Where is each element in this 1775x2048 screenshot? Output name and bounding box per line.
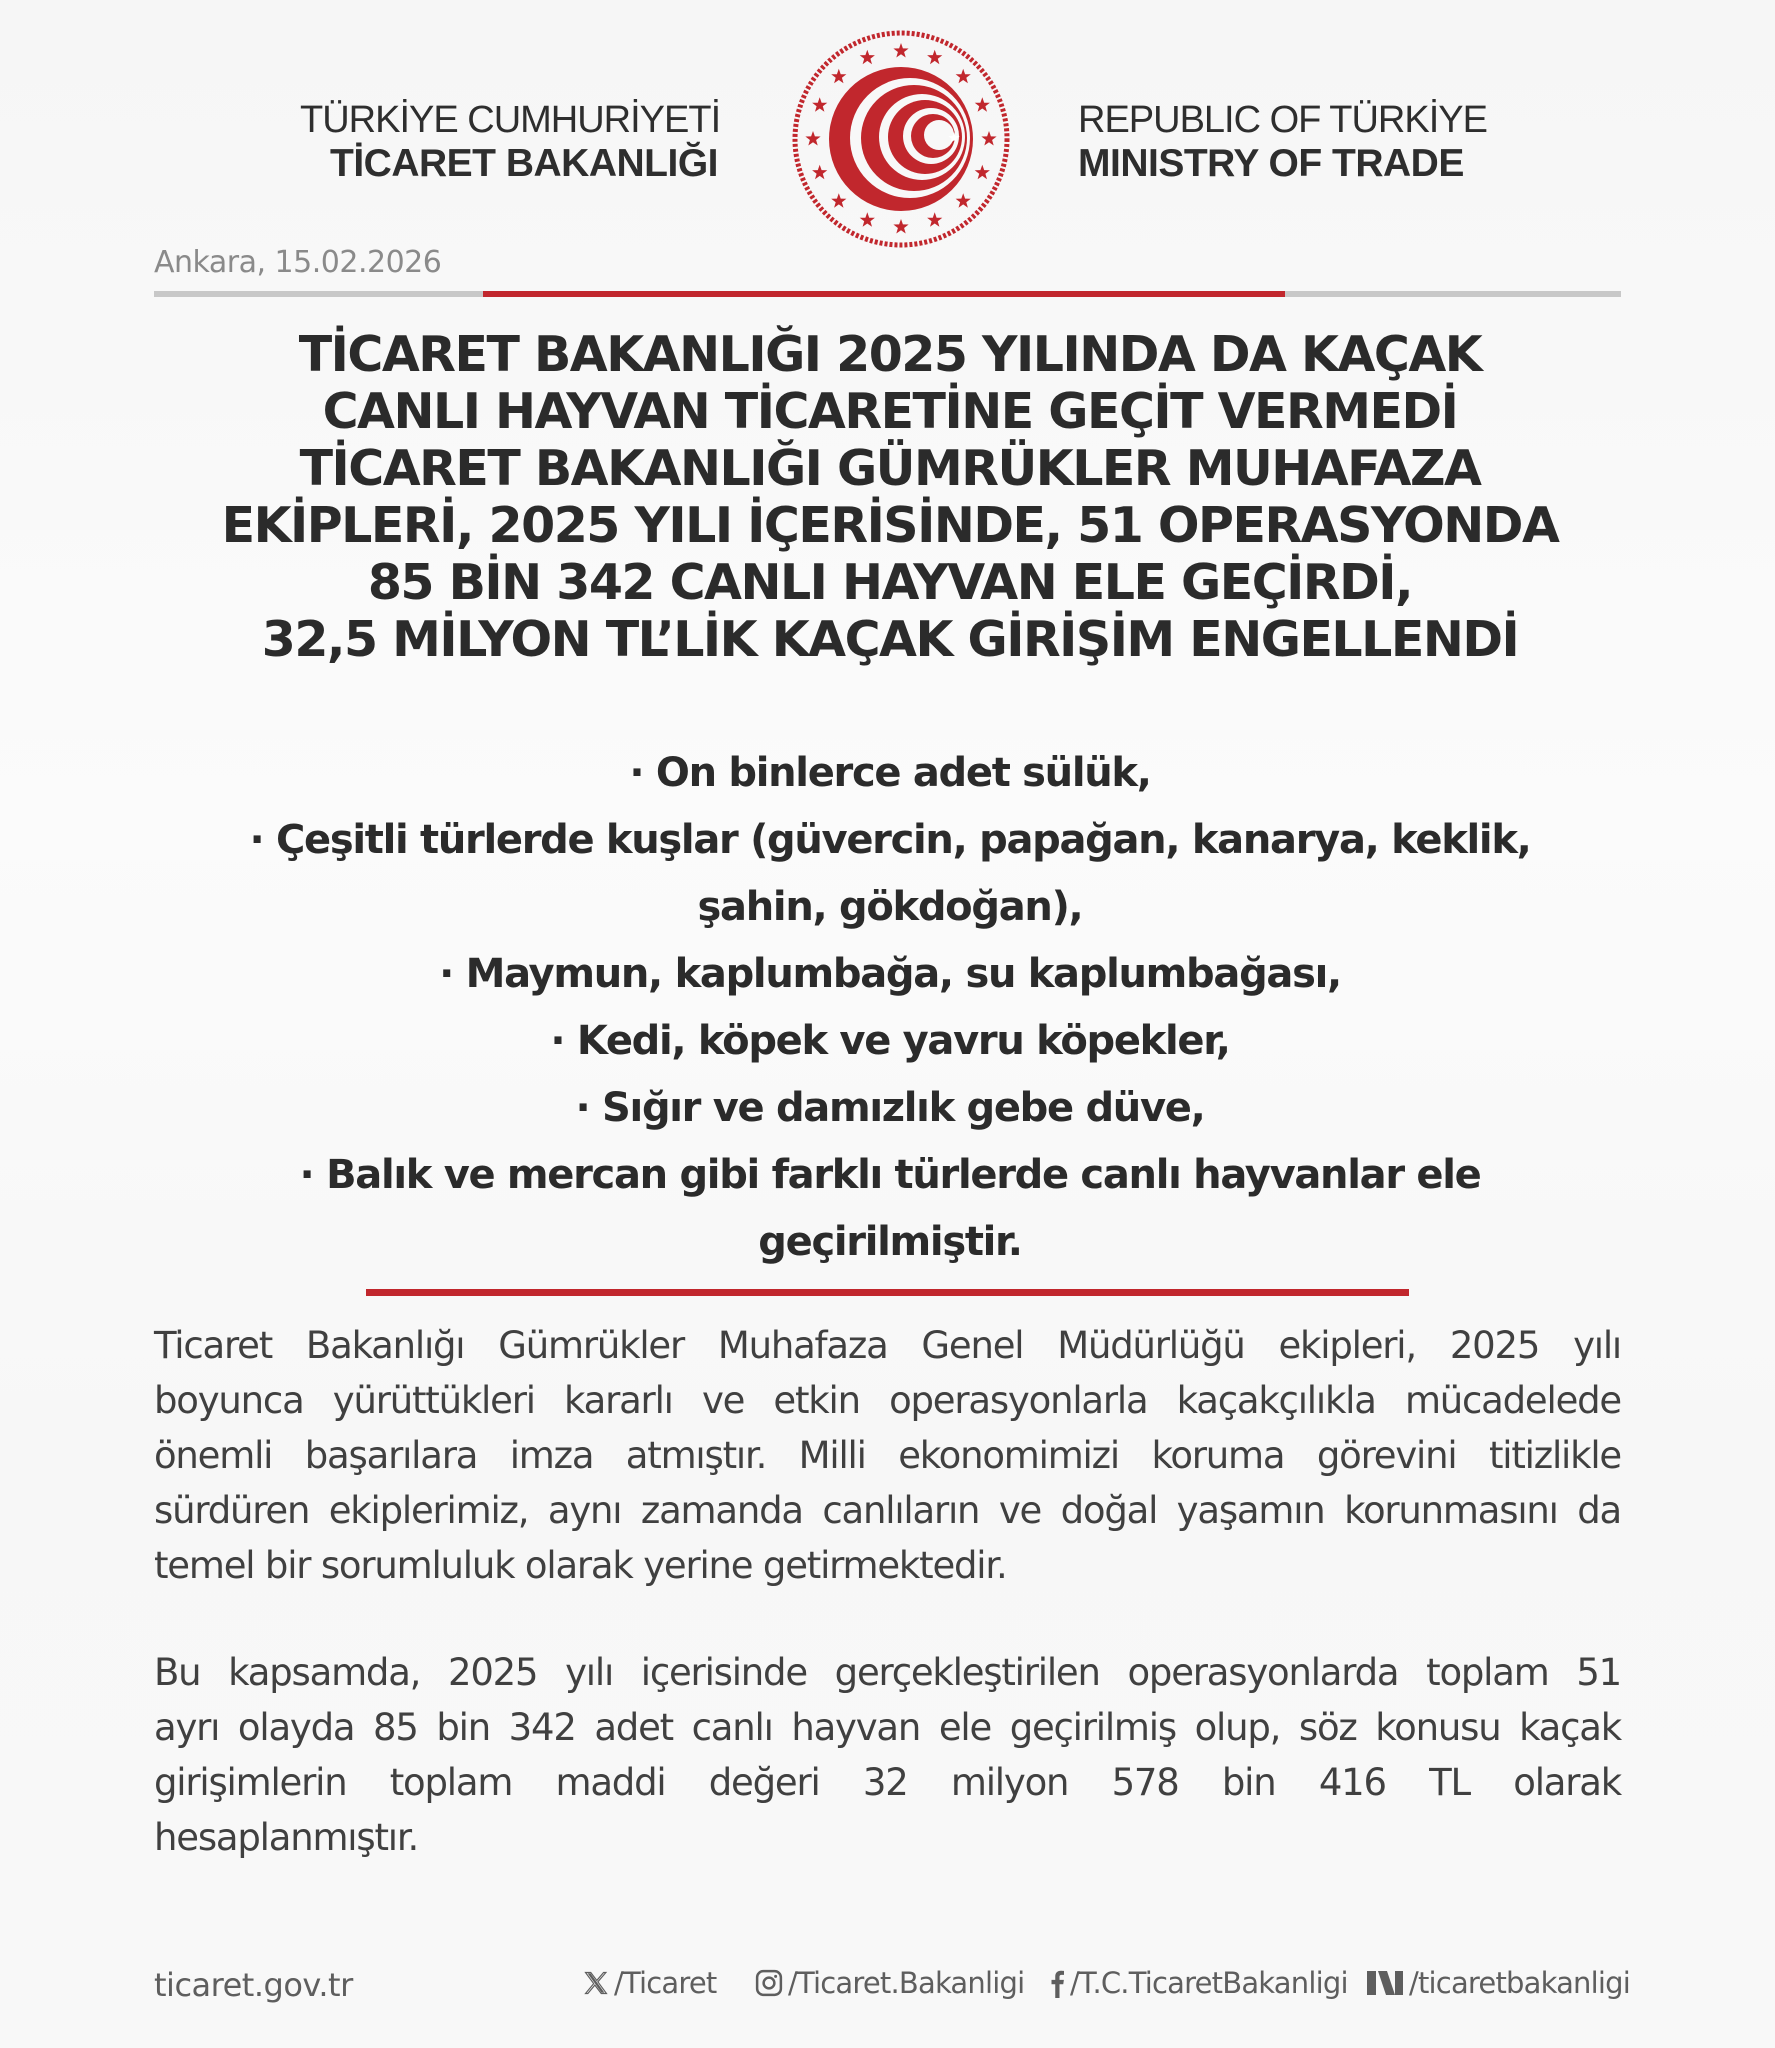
body-line: Bu kapsamda, 2025 yılı içerisinde gerçekleştirilen operasyonlarda toplam 51: [154, 1651, 1621, 1694]
social-handle: /T.C.TicaretBakanligi: [1070, 1966, 1348, 2000]
seized-animals-list: [140, 740, 1640, 1276]
instagram-icon: [754, 1968, 784, 1998]
social-instagram-link[interactable]: [754, 1966, 1024, 2000]
website-link[interactable]: ticaret.gov.tr: [154, 1966, 353, 2004]
social-handle: /ticaretbakanligi: [1409, 1966, 1631, 2000]
title-line: 32,5 MİLYON TL’LİK KAÇAK GİRİŞİM ENGELLENDİ: [261, 611, 1519, 668]
title-line: TİCARET BAKANLIĞI GÜMRÜKLER MUHAFAZA: [299, 440, 1481, 497]
press-release-title: [140, 326, 1640, 668]
ministry-emblem-logo: [790, 28, 1012, 250]
social-handle: /Ticaret: [614, 1966, 717, 2000]
list-item-continuation: geçirilmiştir.: [758, 1219, 1022, 1265]
title-line: EKİPLERİ, 2025 YILI İÇERİSİNDE, 51 OPERASYONDA: [221, 497, 1559, 554]
list-item: · Sığır ve damızlık gebe düve,: [575, 1085, 1205, 1131]
section-divider: [366, 1289, 1409, 1296]
list-item: · Kedi, köpek ve yavru köpekler,: [550, 1018, 1230, 1064]
facebook-icon: [1048, 1968, 1066, 1998]
title-line: TİCARET BAKANLIĞI 2025 YILINDA DA KAÇAK: [298, 326, 1482, 383]
header-republic-tr: TÜRKİYE CUMHURİYETİ: [300, 99, 721, 141]
body-line: temel bir sorumluluk olarak yerine getirmektedir.: [154, 1544, 1007, 1587]
top-divider-accent: [483, 291, 1285, 297]
x-icon: [582, 1969, 610, 1997]
list-item-continuation: şahin, gökdoğan),: [697, 884, 1083, 930]
body-line: girişimlerin toplam maddi değeri 32 milyon 578 bin 416 TL olarak: [154, 1761, 1621, 1804]
body-line: ayrı olayda 85 bin 342 adet canlı hayvan ele geçirilmiş olup, söz konusu kaçak: [154, 1706, 1621, 1749]
body-paragraph-1: [154, 1318, 1621, 1593]
body-line: Ticaret Bakanlığı Gümrükler Muhafaza Genel Müdürlüğü ekipleri, 2025 yılı: [154, 1324, 1621, 1367]
body-line: önemli başarılara imza atmıştır. Milli ekonomimizi koruma görevini titizlikle: [154, 1434, 1621, 1477]
header-ministry-tr: TİCARET BAKANLIĞI: [330, 142, 718, 185]
social-facebook-link[interactable]: [1048, 1966, 1348, 2000]
social-handle: /Ticaret.Bakanligi: [788, 1966, 1025, 2000]
header-republic-en: REPUBLIC OF TÜRKİYE: [1078, 99, 1487, 141]
list-item: · Balık ve mercan gibi farklı türlerde canlı hayvanlar ele: [299, 1152, 1481, 1198]
list-item: · Çeşitli türlerde kuşlar (güvercin, papağan, kanarya, keklik,: [249, 817, 1531, 863]
title-line: 85 BİN 342 CANLI HAYVAN ELE GEÇİRDİ,: [367, 554, 1413, 611]
body-line: hesaplanmıştır.: [154, 1816, 419, 1859]
emblem-icon: [790, 28, 1012, 250]
dateline: Ankara, 15.02.2026: [154, 245, 442, 280]
social-x-link[interactable]: [582, 1966, 716, 2000]
header-left-turkish: [300, 98, 721, 186]
title-line: CANLI HAYVAN TİCARETİNE GEÇİT VERMEDİ: [322, 383, 1458, 440]
body-line: boyunca yürüttükleri kararlı ve etkin operasyonlarla kaçakçılıkla mücadelede: [154, 1379, 1621, 1422]
body-paragraph-2: [154, 1645, 1621, 1865]
list-item: · Maymun, kaplumbağa, su kaplumbağası,: [439, 951, 1341, 997]
nsosyal-icon: [1367, 1969, 1405, 1997]
body-line: sürdüren ekiplerimiz, aynı zamanda canlıların ve doğal yaşamın korunmasını da: [154, 1489, 1621, 1532]
list-item: · On binlerce adet sülük,: [629, 750, 1151, 796]
social-nsosyal-link[interactable]: [1367, 1966, 1630, 2000]
header-right-english: [1078, 98, 1498, 186]
header-ministry-en: MINISTRY OF TRADE: [1078, 142, 1464, 185]
